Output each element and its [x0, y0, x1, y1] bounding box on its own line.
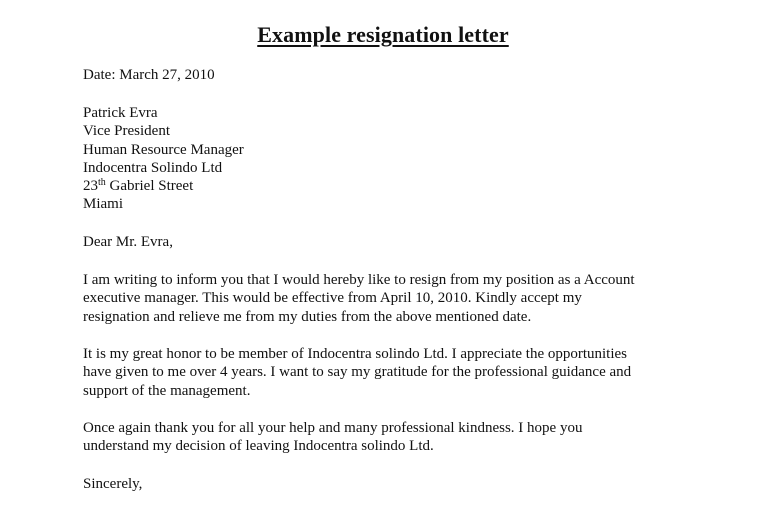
street-number: 23 — [83, 178, 98, 195]
paragraph-line: executive manager. This would be effective from April 10, 2010. Kindly accept my — [83, 290, 582, 307]
street-name: Gabriel Street — [105, 178, 194, 195]
recipient-street — [83, 177, 244, 195]
paragraph-line: I am writing to inform you that I would hereby like to resign from my position as a Account — [83, 272, 635, 288]
body-paragraph-1 — [83, 271, 635, 326]
recipient-department: Human Resource Manager — [83, 141, 244, 158]
paragraph-line: resignation and relieve me from my duties from the above mentioned date. — [83, 308, 532, 325]
body-paragraph-3 — [83, 419, 582, 456]
recipient-address — [83, 104, 244, 214]
recipient-company: Indocentra Solindo Ltd — [83, 159, 223, 176]
letter-date: Date: March 27, 2010 — [83, 67, 215, 83]
body-paragraph-2 — [83, 345, 631, 400]
paragraph-line: understand my decision of leaving Indocentra solindo Ltd. — [83, 438, 434, 455]
recipient-city: Miami — [83, 196, 123, 213]
recipient-position: Vice President — [83, 123, 170, 140]
paragraph-line: have given to me over 4 years. I want to say my gratitude for the professional guidance and — [83, 364, 632, 381]
paragraph-line: support of the management. — [83, 382, 251, 399]
letter-title: Example resignation letter — [257, 22, 509, 47]
paragraph-line: It is my great honor to be member of Indocentra solindo Ltd. I appreciate the opportunities — [83, 346, 628, 362]
paragraph-line: Once again thank you for all your help and many professional kindness. I hope you — [83, 420, 583, 436]
closing: Sincerely, — [83, 476, 143, 492]
recipient-name: Patrick Evra — [83, 105, 158, 121]
street-number-suffix: th — [98, 177, 106, 189]
salutation: Dear Mr. Evra, — [83, 234, 173, 250]
